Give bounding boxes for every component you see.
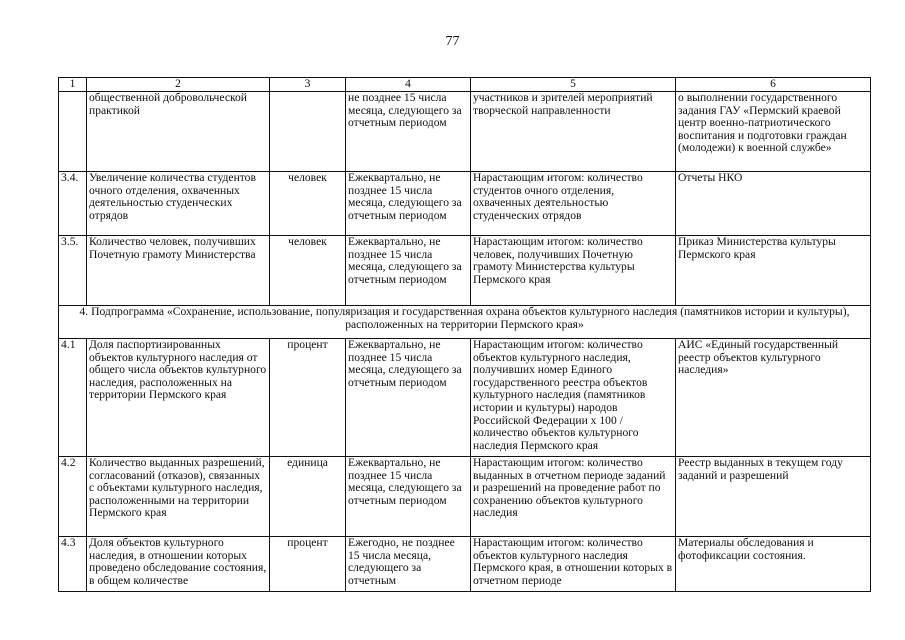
data-source: АИС «Единый государственный реестр объектов культурного наследия» xyxy=(676,339,871,457)
calculation-method: Нарастающим итогом: количество выданных в отчетном периоде заданий и разрешений на проведение работ по сохранению объектов культурного наследия xyxy=(471,457,676,537)
indicator-name: общественной добровольческой практикой xyxy=(87,92,270,172)
column-header: 3 xyxy=(270,78,346,92)
data-source: о выполнении государственного задания ГАУ «Пермский краевой центр военно-патриотического воспитания и подготовки граждан (молодежи) к военной службе» xyxy=(676,92,871,172)
page-number: 77 xyxy=(445,34,460,49)
indicator-name: Количество человек, получивших Почетную грамоту Министерства xyxy=(87,236,270,306)
column-header: 2 xyxy=(87,78,270,92)
table-row xyxy=(59,537,871,592)
indicator-name: Доля паспортизированных объектов культурного наследия от общего числа объектов культурного наследия, расположенных на территории Пермского края xyxy=(87,339,270,457)
calculation-method: Нарастающим итогом: количество объектов культурного наследия Пермского края, в отношении которых в отчетном периоде xyxy=(471,537,676,592)
row-number xyxy=(59,92,87,172)
indicators-table xyxy=(58,77,871,592)
row-number: 3.4. xyxy=(59,172,87,236)
reporting-term: Ежегодно, не позднее 15 числа месяца, следующего за отчетным xyxy=(346,537,471,592)
reporting-term: Ежеквартально, не позднее 15 числа месяца, следующего за отчетным периодом xyxy=(346,339,471,457)
data-source: Материалы обследования и фотофиксации состояния. xyxy=(676,537,871,592)
row-number: 3.5. xyxy=(59,236,87,306)
row-number: 4.2 xyxy=(59,457,87,537)
unit: процент xyxy=(270,339,346,457)
column-number-row xyxy=(59,78,871,92)
calculation-method: участников и зрителей мероприятий творческой направленности xyxy=(471,92,676,172)
reporting-term: Ежеквартально, не позднее 15 числа месяца, следующего за отчетным периодом xyxy=(346,236,471,306)
indicator-name: Доля объектов культурного наследия, в отношении которых проведено обследование состояния, в общем количестве xyxy=(87,537,270,592)
reporting-term: Ежеквартально, не позднее 15 числа месяца, следующего за отчетным периодом xyxy=(346,457,471,537)
calculation-method: Нарастающим итогом: количество студентов очного отделения, охваченных деятельностью студенческих отрядов xyxy=(471,172,676,236)
column-header: 1 xyxy=(59,78,87,92)
data-source: Приказ Министерства культуры Пермского края xyxy=(676,236,871,306)
reporting-term: не позднее 15 числа месяца, следующего за отчетным периодом xyxy=(346,92,471,172)
table-row xyxy=(59,236,871,306)
table-row xyxy=(59,92,871,172)
unit xyxy=(270,92,346,172)
unit: человек xyxy=(270,236,346,306)
table-row xyxy=(59,457,871,537)
unit: процент xyxy=(270,537,346,592)
column-header: 5 xyxy=(471,78,676,92)
row-number: 4.1 xyxy=(59,339,87,457)
data-source: Отчеты НКО xyxy=(676,172,871,236)
unit: единица xyxy=(270,457,346,537)
table-row xyxy=(59,172,871,236)
table-row xyxy=(59,339,871,457)
section-title: 4. Подпрограмма «Сохранение, использование, популяризация и государственная охрана объектов культурного наследия (памятников истории и культуры), расположенных на территории Пермского края» xyxy=(59,306,871,339)
reporting-term: Ежеквартально, не позднее 15 числа месяца, следующего за отчетным периодом xyxy=(346,172,471,236)
row-number: 4.3 xyxy=(59,537,87,592)
data-source: Реестр выданных в текущем году заданий и разрешений xyxy=(676,457,871,537)
unit: человек xyxy=(270,172,346,236)
calculation-method: Нарастающим итогом: количество человек, получивших Почетную грамоту Министерства культуры Пермского края xyxy=(471,236,676,306)
column-header: 4 xyxy=(346,78,471,92)
indicator-name: Увеличение количества студентов очного отделения, охваченных деятельностью студенческих отрядов xyxy=(87,172,270,236)
column-header: 6 xyxy=(676,78,871,92)
section-row xyxy=(59,306,871,339)
indicator-name: Количество выданных разрешений, согласований (отказов), связанных с объектами культурного наследия, расположенными на территории Пермского края xyxy=(87,457,270,537)
calculation-method: Нарастающим итогом: количество объектов культурного наследия, получивших номер Единого государственного реестра объектов культурного наследия (памятников истории и культуры) народов Российской Федерации х 100 / количество объектов культурного наследия Пермского края xyxy=(471,339,676,457)
